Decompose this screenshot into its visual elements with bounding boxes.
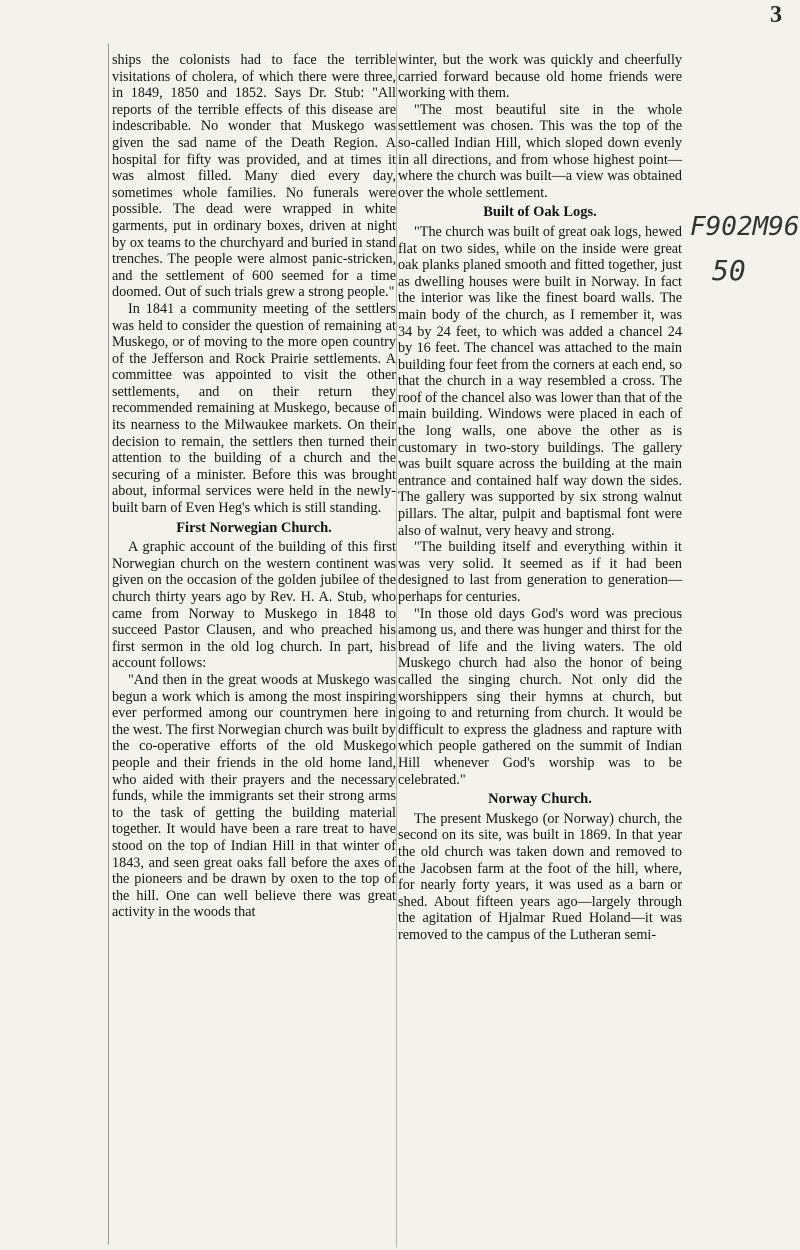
article-paragraph: "The church was built of great oak logs, hewed flat on two sides, while on the inside were great oak planks planed smooth and fitted together, just as dwelling houses were built in Norway. In fact the interior was like the finest board walls. The main body of the church, as I remember it, was 34 by 24 feet, to which was added a chancel 24 by 16 feet. The chancel was attached to the main building four feet from the corners at each end, so that the church in a way resembled a cross. The roof of the chancel also was lower than that of the main building. Windows were placed in each of the long walls, one above the other as is customary in two-story buildings. The gallery was built square across the building at the main entrance and contained half way down the sides. The gallery was supported by six strong walnut pillars. The altar, pulpit and baptismal font were also of walnut, very heavy and strong.: [398, 223, 682, 539]
article-paragraph: winter, but the work was quickly and cheerfully carried forward because old home friends were working with them.: [398, 52, 682, 102]
page-number: 3: [770, 2, 782, 28]
left-column: [112, 52, 396, 921]
clipping-edge: [108, 44, 109, 1244]
article-paragraph: "The building itself and everything within it was very solid. It seemed as if it had been designed to last from generation to generation—perhaps for centuries.: [398, 539, 682, 605]
article-paragraph: "And then in the great woods at Muskego was begun a work which is among the most inspiring ever performed among our countrymen here in the west. The first Norwegian church was built by the co-operative efforts of the old Muskego people and their friends in the old home land, who aided with their prayers and the necessary funds, while the immigrants set their strong arms to the task of getting the building material together. It would have been a rare treat to have stood on the top of Indian Hill in that winter of 1843, and seen great oaks fall before the axes of the pioneers and be drawn by oxen to the top of the hill. One can well believe there was great activity in the woods that: [112, 671, 396, 921]
handwritten-annotation: [690, 205, 800, 293]
section-heading: First Norwegian Church.: [176, 519, 332, 536]
section-heading: Built of Oak Logs.: [483, 204, 597, 221]
article-paragraph: In 1841 a community meeting of the settlers was held to consider the question of remaining at Muskego, or of moving to the more open country of the Jefferson and Rock Prairie settlements. A committee was appointed to visit the other settlements, and on their return they recommended remaining at Muskego, because of its nearness to the Milwaukee markets. On their decision to remain, the settlers then turned their attention to the building of a church and the securing of a minister. Before this was brought about, informal services were held in the newly-built barn of Even Heg's which is still standing.: [112, 300, 396, 517]
right-column: [398, 52, 682, 943]
article-paragraph: The present Muskego (or Norway) church, the second on its site, was built in 1869. In that year the old church was taken down and removed to the Jacobsen farm at the foot of the hill, where, for nearly forty years, it was used as a barn or shed. About fifteen years ago—largely through the agitation of Hjalmar Rued Holand—it was removed to the campus of the Lutheran semi-: [398, 810, 682, 943]
handwritten-call-number: F902M96: [690, 212, 800, 242]
article-paragraph: A graphic account of the building of this first Norwegian church on the western continent was given on the occasion of the golden jubilee of the church thirty years ago by Rev. H. A. Stub, who came from Norway to Muskego in 1848 to succeed Pastor Clausen, and who preached his first sermon in the old log church. In part, his account follows:: [112, 539, 396, 672]
section-heading: Norway Church.: [488, 791, 592, 808]
handwritten-number: 50: [712, 254, 746, 287]
column-divider: [396, 52, 397, 1247]
article-paragraph: "In those old days God's word was precious among us, and there was hunger and thirst for the bread of life and the living waters. The old Muskego church had also the honor of being called the singing church. Not only did the worshippers sing their hymns at church, but going to and returning from church. It would be difficult to express the gladness and rapture with which people gathered on the summit of Indian Hill whenever God's worship was to be celebrated.": [398, 605, 682, 788]
article-paragraph: ships the colonists had to face the terrible visitations of cholera, of which there were three, in 1849, 1850 and 1852. Says Dr. Stub: "All reports of the terrible effects of this disease are indescribable. No wonder that Muskego was given the sad name of the Death Region. A hospital for fifty was provided, and at times it was almost filled. Many died every day, sometimes whole families. No funerals were possible. The dead were wrapped in white garments, put in ordinary boxes, driven at night by ox teams to the churchyard and buried in stand trenches. The people were almost panic-stricken, and the settlement of 600 seemed for a time doomed. Out of such trials grew a strong people.": [112, 52, 396, 301]
article-paragraph: "The most beautiful site in the whole settlement was chosen. This was the top of the so-called Indian Hill, which sloped down evenly in all directions, and from whose highest point—where the church was built—a view was obtained over the whole settlement.: [398, 101, 682, 201]
